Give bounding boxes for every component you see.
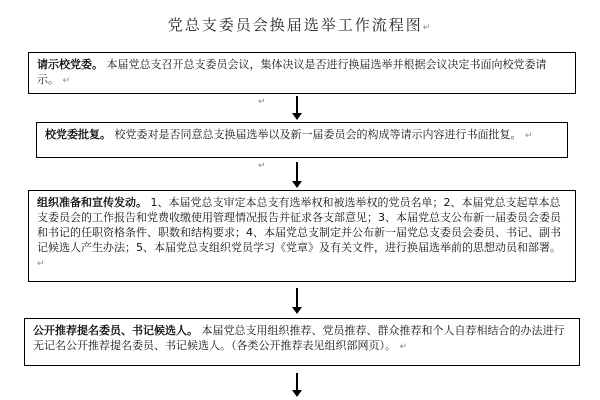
- step-heading: 请示校党委。: [37, 58, 103, 71]
- flow-arrow: [292, 96, 302, 120]
- step-body: 本届党总支召开总支委员会议，集体决议是否进行换届选举并根据会议决定书面向校党委请示。: [37, 58, 547, 86]
- step-body: 校党委对是否同意总支换届选举以及新一届委员会的构成等请示内容进行书面批复。: [114, 128, 522, 141]
- flow-step-nomination: 公开推荐提名委员、书记候选人。 本届党总支用组织推荐、党员推荐、群众推荐和个人自荐相结合的办法进行无记名公开推荐提名委员、书记候选人。（各类公开推荐表见组织部网页）。 ↵: [24, 318, 580, 366]
- flow-arrow: [292, 373, 302, 397]
- step-heading: 校党委批复。: [45, 128, 111, 141]
- paragraph-mark: ↵: [258, 161, 266, 171]
- flow-step-request: 请示校党委。 本届党总支召开总支委员会议，集体决议是否进行换届选举并根据会议决定书面向校党委请示。 ↵: [28, 52, 576, 94]
- flow-arrow: [292, 288, 302, 314]
- step-heading: 公开推荐提名委员、书记候选人。: [33, 324, 198, 337]
- step-heading: 组织准备和宣传发动。: [37, 196, 147, 209]
- flow-step-approval: 校党委批复。 校党委对是否同意总支换届选举以及新一届委员会的构成等请示内容进行书面批复。 ↵: [36, 122, 568, 158]
- step-body: 1、本届党总支审定本总支有选举权和被选举权的党员名单；2、本届党总支起草本总支委员会的工作报告和党费收缴使用管理情况报告并征求各支部意见；3、本届党总支公布新一届委员会委员和书记的任职资格条件、职数和结构要求；4、本届党总支制定并公布新一届党总支委员会委员、书记、副书记候选人产生办法；5、本届党总支组织党员学习《党章》及有关文件，进行换届选举前的思想动员和部署。: [37, 196, 561, 254]
- flow-arrow: [292, 162, 302, 188]
- paragraph-mark: ↵: [258, 97, 266, 107]
- step-body: 本届党总支用组织推荐、党员推荐、群众推荐和个人自荐相结合的办法进行无记名公开推荐提名委员、书记候选人。（各类公开推荐表见组织部网页）。: [33, 324, 565, 352]
- flow-step-preparation: 组织准备和宣传发动。 1、本届党总支审定本总支有选举权和被选举权的党员名单；2、本届党总支起草本总支委员会的工作报告和党费收缴使用管理情况报告并征求各支部意见；3、本届党总支公布新一届委员会委员和书记的任职资格条件、职数和结构要求；4、本届党总支制定并公布新一届党总支委员会委员、书记、副书记候选人产生办法；5、本届党总支组织党员学习《党章》及有关文件，进行换届选举前的思想动员和部署。 ↵: [28, 190, 576, 282]
- page-title: 党总支委员会换届选举工作流程图↵: [167, 16, 433, 34]
